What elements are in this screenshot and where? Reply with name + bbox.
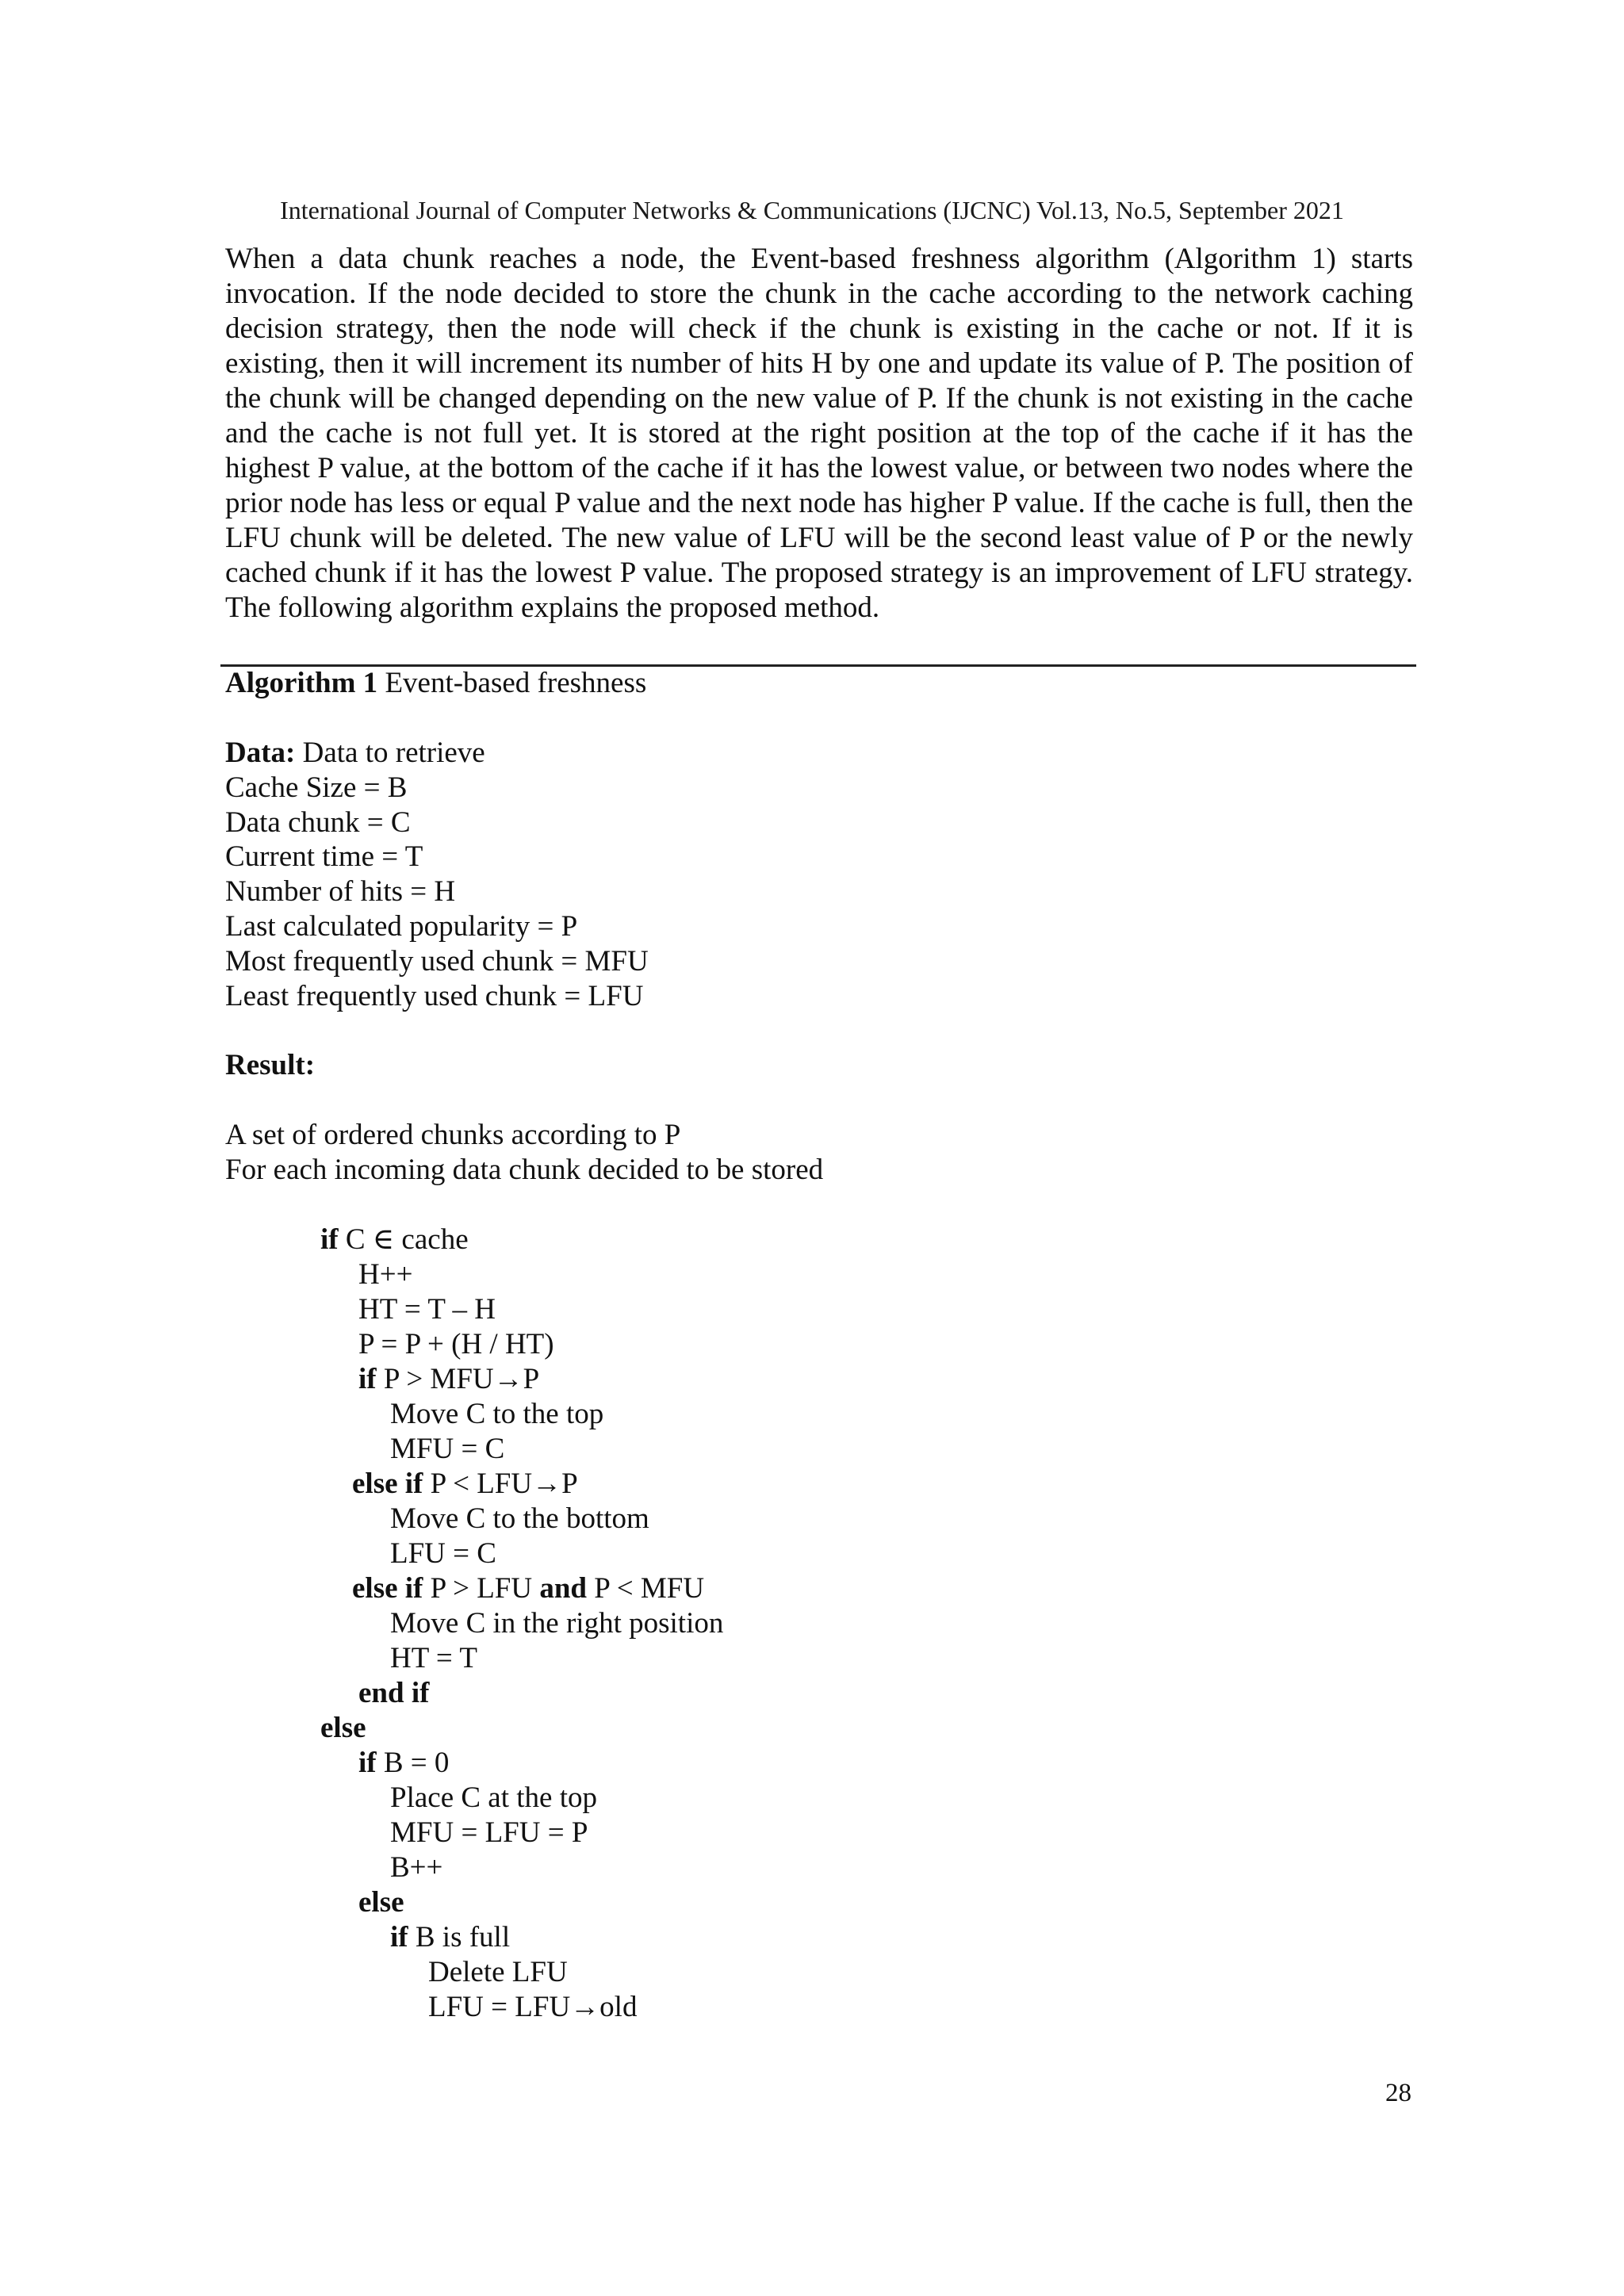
code-line-23: LFU = LFU→old <box>428 1991 638 2023</box>
code-line-11: else if P > LFU and P < MFU <box>352 1572 705 1605</box>
definition-popularity: Last calculated popularity = P <box>225 909 578 943</box>
code-line-5: if P > MFU→P <box>358 1363 540 1395</box>
algorithm-title: Event-based freshness <box>385 667 647 699</box>
result-description <box>225 1118 823 1188</box>
code-line-9: Move C to the bottom <box>390 1502 649 1535</box>
code-line-7: MFU = C <box>390 1433 505 1465</box>
page-number: 28 <box>1385 2079 1411 2107</box>
code-line-15: else <box>320 1712 366 1744</box>
code-line-10: LFU = C <box>390 1537 496 1570</box>
code-line-1: if C ∈ cache <box>320 1223 469 1256</box>
definition-lfu: Least frequently used chunk = LFU <box>225 979 644 1012</box>
result-line: A set of ordered chunks according to P <box>225 1119 681 1151</box>
definition-number-of-hits: Number of hits = H <box>225 875 456 909</box>
intro-paragraph: When a data chunk reaches a node, the Event-based freshness algorithm (Algorithm 1) starts invocation. If the node decided to store the chunk in the cache according to the network caching decision strategy, then the node will check if the chunk is existing in the cache or not. If it is existing, then it will increment its number of hits H by one and update its value of P. The position of the chunk will be changed depending on the new value of P. If the chunk is not existing in the cache and the cache is not full yet. It is stored at the right position at the top of the cache if it has the highest P value, at the bottom of the cache if it has the lowest value, or between two nodes where the prior node has less or equal P value and the next node has higher P value. If the cache is full, then the LFU chunk will be deleted. The new value of LFU will be the second least value of P or the newly cached chunk if it has the lowest P value. The proposed strategy is an improvement of LFU strategy. The following algorithm explains the proposed method. <box>225 243 1413 624</box>
code-line-17: Place C at the top <box>390 1781 597 1814</box>
result-line: For each incoming data chunk decided to be stored <box>225 1154 824 1186</box>
code-line-19: B++ <box>390 1851 443 1884</box>
code-line-12: Move C in the right position <box>390 1607 724 1640</box>
code-line-13: HT = T <box>390 1642 477 1674</box>
definition-data-chunk: Data chunk = C <box>225 806 411 839</box>
data-value: Data to retrieve <box>302 737 485 769</box>
code-line-20: else <box>358 1886 404 1919</box>
data-line <box>225 736 649 771</box>
code-line-3: HT = T – H <box>358 1293 496 1326</box>
code-line-2: H++ <box>358 1258 413 1291</box>
code-line-22: Delete LFU <box>428 1956 568 1988</box>
algorithm-data-block <box>225 736 649 1013</box>
result-label: Result: <box>225 1049 316 1081</box>
code-line-14: end if <box>358 1677 430 1709</box>
definition-mfu: Most frequently used chunk = MFU <box>225 944 649 978</box>
definition-cache-size: Cache Size = B <box>225 771 408 804</box>
definition-current-time: Current time = T <box>225 840 423 874</box>
algorithm-caption <box>225 666 646 701</box>
code-line-21: if B is full <box>390 1921 511 1954</box>
code-line-6: Move C to the top <box>390 1398 604 1430</box>
data-label: Data: <box>225 737 296 769</box>
algorithm-label: Algorithm 1 <box>225 667 378 699</box>
code-line-4: P = P + (H / HT) <box>358 1328 554 1360</box>
code-line-8: else if P < LFU→P <box>352 1468 578 1500</box>
code-line-16: if B = 0 <box>358 1747 450 1779</box>
running-header: International Journal of Computer Networks & Communications (IJCNC) Vol.13, No.5, September 2021 <box>280 196 1344 224</box>
code-line-18: MFU = LFU = P <box>390 1816 588 1849</box>
